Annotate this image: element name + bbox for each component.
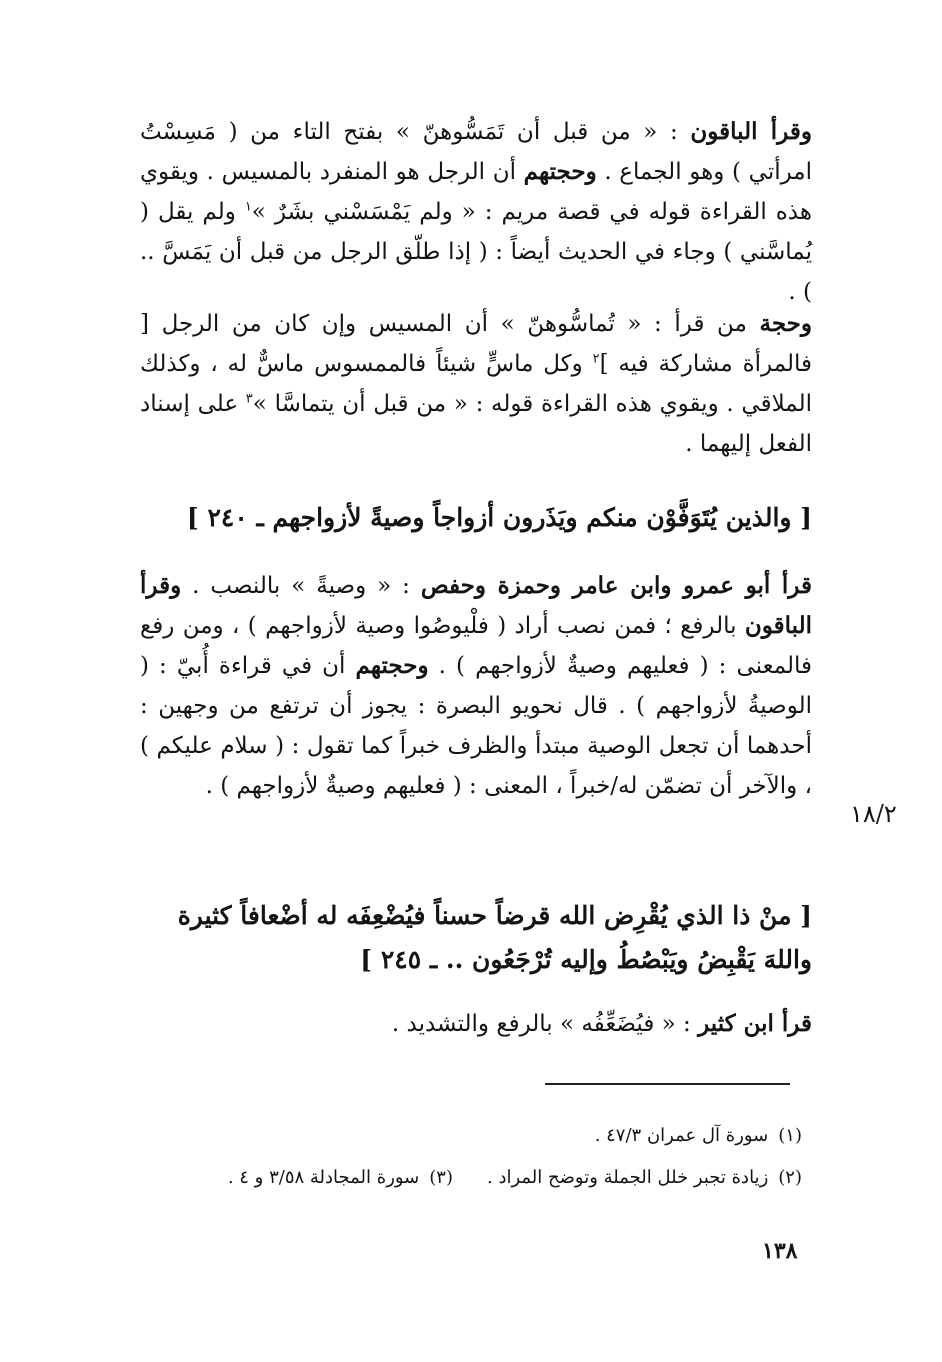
- footnote-marker[interactable]: ٢: [592, 351, 600, 367]
- paragraph-readings-4: [140, 1004, 812, 1044]
- verse-line: [ منْ ذا الذي يُقْرِض الله قرضاً حسناً فيُضْعِفَه له أضْعافاً كثيرة: [177, 901, 812, 930]
- footnote-number: (١): [778, 1125, 802, 1146]
- footnote-divider: [545, 1083, 790, 1085]
- bold-phrase: قرأ أبو عمرو وابن عامر وحمزة وحفص: [420, 572, 812, 599]
- quran-verse-245: [120, 894, 812, 982]
- verse-line: واللهَ يَقْبِضُ ويَبْصُطُ وإليه تُرْجَعُون .. ـ ٢٤٥ ]: [360, 945, 812, 974]
- paragraph-text: : « فيُضَعِّفُه » بالرفع والتشديد .: [391, 1011, 699, 1037]
- margin-reference: ١٨/٢: [850, 800, 897, 828]
- paragraph-text: بالرفع ؛ فمن نصب أراد ( فلْيوصُوا وصية لأزواجهم ) ، ومن رفع فالمعنى : ( فعليهم وصيةٌ لأزواجهم ) .: [140, 613, 812, 679]
- footnote-text: زيادة تجبر خلل الجملة وتوضح المراد .: [487, 1167, 769, 1188]
- footnote-2-3: [228, 1164, 802, 1192]
- footnote-marker[interactable]: ١: [244, 199, 252, 215]
- footnote-text: سورة آل عمران ٤٧/٣ .: [594, 1125, 769, 1146]
- bold-phrase: وحجتهم: [523, 158, 597, 185]
- paragraph-text: وكل ماسٍّ شيئاً فالممسوس ماسٌّ له ، وكذلك الملاقي . ويقوي هذه القراءة قوله : « من قبل أن يتماسَّا »: [140, 351, 812, 417]
- paragraph-readings-1: [140, 112, 812, 312]
- paragraph-text: : « من قبل أن تَمَسُّوهنّ » بفتح التاء من ( مَسِسْتُ امرأتي ) وهو الجماع .: [140, 119, 813, 185]
- paragraph-text: ولم يقل ( يُماسَّني ) وجاء في الحديث أيضاً : ( إذا طلّق الرجل من قبل أن يَمَسَّ .. ) .: [140, 199, 812, 305]
- paragraph-text: : « وصيةً » بالنصب .: [181, 573, 421, 599]
- paragraph-text: على إسناد الفعل إليهما .: [140, 391, 812, 457]
- footnote-number: (٣): [429, 1167, 453, 1188]
- bold-phrase: وقرأ الباقون: [690, 118, 812, 145]
- bold-phrase: وحجة: [759, 310, 812, 337]
- paragraph-readings-2: [140, 304, 812, 464]
- quran-verse-240: [ والذين يُتَوَفَّوْن منكم ويَذَرون أزواجاً وصيةً لأزواجهم ـ ٢٤٠ ]: [186, 503, 812, 532]
- paragraph-text: من قرأ : « تُماسُّوهنّ » أن المسيس وإن كان من الرجل [ فالمرأة مشاركة فيه ]: [140, 311, 813, 377]
- footnote-text: سورة المجادلة ٣/٥٨ و ٤ .: [227, 1167, 420, 1188]
- footnote-1: [595, 1122, 802, 1150]
- footnote-marker[interactable]: ٣: [245, 391, 253, 407]
- paragraph-text: أن في قراءة أُبيّ : ( الوصيةُ لأزواجهم ) . قال نحويو البصرة : يجوز أن ترتفع من وجهين : أحدهما أن تجعل الوصية مبتدأ والظرف خبراً كما تقول : ( سلام عليكم ) ، والآخر أن تضمّن له/خبراً ، المعنى : ( فعليهم وصيةٌ لأزواجهم ) .: [140, 653, 812, 799]
- bold-phrase: قرأ ابن كثير: [698, 1010, 812, 1037]
- bold-phrase: وحجتهم: [355, 652, 429, 679]
- page-number: ١٣٨: [762, 1238, 798, 1264]
- paragraph-readings-3: [140, 566, 812, 806]
- paragraph-text: أن الرجل هو المنفرد بالمسيس . ويقوي هذه القراءة قوله في قصة مريم : « ولم يَمْسَسْني بشَرٌ »: [140, 159, 812, 225]
- bold-phrase: وقرأ الباقون: [140, 572, 812, 639]
- footnote-number: (٢): [778, 1167, 802, 1188]
